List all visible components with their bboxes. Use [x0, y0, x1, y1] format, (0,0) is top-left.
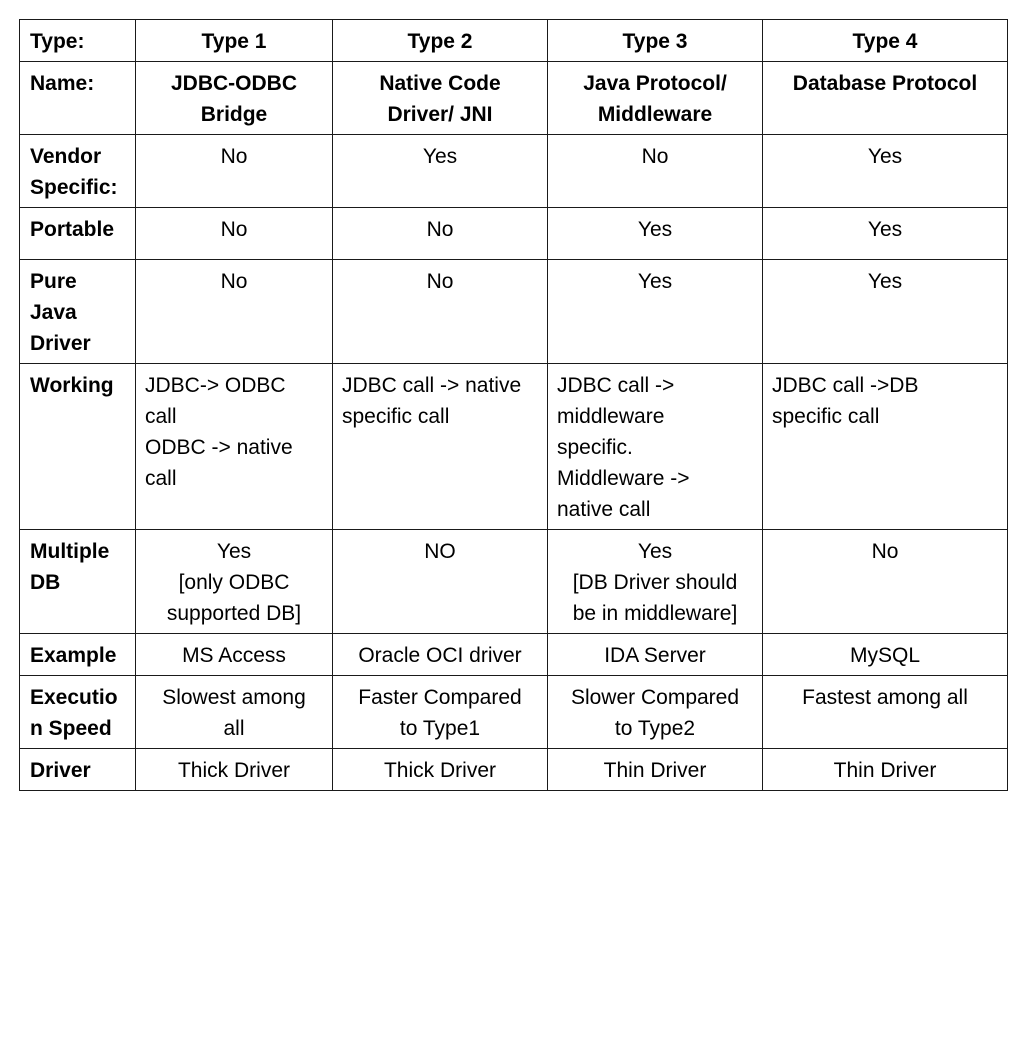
table-row-working: [20, 364, 1008, 530]
table-cell: MySQL: [763, 634, 1008, 676]
table-cell: JDBC call -> native specific call: [333, 364, 548, 530]
column-header-type-4: Type 4: [763, 20, 1008, 62]
table-row-portable: [20, 208, 1008, 260]
row-label-pure-java-driver: Pure Java Driver: [20, 260, 136, 364]
table-cell: Database Protocol: [763, 62, 1008, 135]
table-cell: JDBC-> ODBC call ODBC -> native call: [136, 364, 333, 530]
table-cell: No: [136, 260, 333, 364]
table-cell: Slower Compared to Type2: [548, 676, 763, 749]
column-header-type-3: Type 3: [548, 20, 763, 62]
table-cell: No: [333, 208, 548, 260]
row-label-driver: Driver: [20, 749, 136, 791]
table-cell: Thick Driver: [136, 749, 333, 791]
table-cell: Yes: [763, 208, 1008, 260]
table-cell: Oracle OCI driver: [333, 634, 548, 676]
table-cell: Thin Driver: [548, 749, 763, 791]
table-cell: No: [763, 530, 1008, 634]
table-cell: JDBC-ODBC Bridge: [136, 62, 333, 135]
table-cell: No: [333, 260, 548, 364]
table-cell: JDBC call -> middleware specific. Middleware -> native call: [548, 364, 763, 530]
row-label-portable: Portable: [20, 208, 136, 260]
column-header-type-1: Type 1: [136, 20, 333, 62]
column-header-type-2: Type 2: [333, 20, 548, 62]
table-cell: Native Code Driver/ JNI: [333, 62, 548, 135]
row-label-name: Name:: [20, 62, 136, 135]
table-cell: No: [548, 135, 763, 208]
jdbc-driver-comparison-table-wrapper: [19, 19, 1008, 791]
table-cell: Thick Driver: [333, 749, 548, 791]
jdbc-driver-comparison-table: [19, 19, 1008, 791]
table-cell: Thin Driver: [763, 749, 1008, 791]
table-row-vendor-specific: [20, 135, 1008, 208]
table-cell: Yes: [763, 135, 1008, 208]
table-cell: MS Access: [136, 634, 333, 676]
table-row-name: [20, 62, 1008, 135]
table-cell: Yes: [548, 260, 763, 364]
table-cell: Yes [DB Driver should be in middleware]: [548, 530, 763, 634]
table-cell: NO: [333, 530, 548, 634]
row-label-example: Example: [20, 634, 136, 676]
table-cell: No: [136, 135, 333, 208]
table-row-example: [20, 634, 1008, 676]
table-cell: Faster Compared to Type1: [333, 676, 548, 749]
table-cell: IDA Server: [548, 634, 763, 676]
row-label-vendor-specific: Vendor Specific:: [20, 135, 136, 208]
row-label-type: Type:: [20, 20, 136, 62]
table-row-type: [20, 20, 1008, 62]
table-cell: No: [136, 208, 333, 260]
table-cell: Yes: [763, 260, 1008, 364]
row-label-execution-speed: Executio n Speed: [20, 676, 136, 749]
row-label-multiple-db: Multiple DB: [20, 530, 136, 634]
table-row-multiple-db: [20, 530, 1008, 634]
table-cell: Yes: [548, 208, 763, 260]
table-cell: JDBC call ->DB specific call: [763, 364, 1008, 530]
row-label-working: Working: [20, 364, 136, 530]
table-cell: Yes: [333, 135, 548, 208]
table-row-execution-speed: [20, 676, 1008, 749]
table-cell: Slowest among all: [136, 676, 333, 749]
table-row-driver: [20, 749, 1008, 791]
table-cell: Java Protocol/ Middleware: [548, 62, 763, 135]
table-row-pure-java-driver: [20, 260, 1008, 364]
table-cell: Fastest among all: [763, 676, 1008, 749]
table-cell: Yes [only ODBC supported DB]: [136, 530, 333, 634]
